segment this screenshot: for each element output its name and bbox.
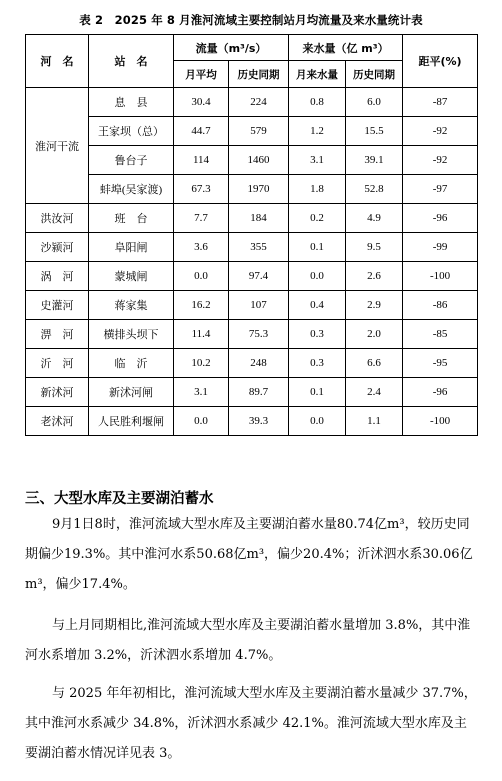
river-cell: 沙颍河 [26,233,89,262]
water-cell: 3.1 [289,146,346,175]
station-cell: 临 沂 [89,349,174,378]
station-cell: 新沭河闸 [89,378,174,407]
station-cell: 横排头坝下 [89,320,174,349]
flow-hist-cell: 89.7 [229,378,289,407]
table-row [26,349,478,378]
flow-cell: 3.6 [174,233,229,262]
flow-statistics-table [25,34,478,436]
table-row [26,88,478,117]
flow-hist-cell: 248 [229,349,289,378]
anomaly-cell: -92 [403,146,478,175]
body-paragraph: 9月1日8时，淮河流域大型水库及主要湖泊蓄水量80.74亿m³，较历史同期偏少19.3%。其中淮河水系50.68亿m³，偏少20.4%；沂沭泗水系30.06亿m³，偏少17.4%。 [25,517,473,592]
station-cell: 蒋家集 [89,291,174,320]
water-hist-cell: 4.9 [346,204,403,233]
table-row [26,146,478,175]
flow-cell: 10.2 [174,349,229,378]
anomaly-cell: -100 [403,407,478,436]
table-row [26,378,478,407]
station-cell: 阜阳闸 [89,233,174,262]
water-cell: 0.1 [289,378,346,407]
flow-hist-cell: 1970 [229,175,289,204]
water-hist-cell: 9.5 [346,233,403,262]
water-cell: 1.2 [289,117,346,146]
flow-cell: 114 [174,146,229,175]
river-cell: 淮河干流 [26,88,89,204]
body-paragraph: 与上月同期相比,淮河流域大型水库及主要湖泊蓄水量增加 3.8%，其中淮河水系增加 3.2%，沂沭泗水系增加 4.7%。 [25,618,471,663]
water-cell: 0.3 [289,320,346,349]
section-heading: 三、大型水库及主要湖泊蓄水 [25,491,214,507]
water-cell: 0.1 [289,233,346,262]
water-hist-cell: 2.0 [346,320,403,349]
flow-hist-cell: 224 [229,88,289,117]
flow-hist-cell: 355 [229,233,289,262]
header-water-monthly: 月来水量 [289,61,346,88]
flow-cell: 0.0 [174,407,229,436]
header-flow: 流量（m³/s） [174,35,289,61]
station-cell: 班 台 [89,204,174,233]
header-flow-hist: 历史同期 [229,61,289,88]
anomaly-cell: -97 [403,175,478,204]
river-cell: 老沭河 [26,407,89,436]
header-river: 河 名 [26,35,89,88]
water-hist-cell: 2.9 [346,291,403,320]
table-row [26,320,478,349]
flow-cell: 30.4 [174,88,229,117]
station-cell: 王家坝（总） [89,117,174,146]
river-cell: 淠 河 [26,320,89,349]
header-flow-monthly: 月平均 [174,61,229,88]
flow-hist-cell: 97.4 [229,262,289,291]
water-hist-cell: 1.1 [346,407,403,436]
river-cell: 涡 河 [26,262,89,291]
water-hist-cell: 6.6 [346,349,403,378]
flow-cell: 16.2 [174,291,229,320]
anomaly-cell: -85 [403,320,478,349]
water-cell: 1.8 [289,175,346,204]
table-row [26,175,478,204]
station-cell: 蒙城闸 [89,262,174,291]
table-row [26,233,478,262]
body-paragraph: 与 2025 年年初相比，淮河流域大型水库及主要湖泊蓄水量减少 37.7%，其中淮河水系减少 34.8%，沂沭泗水系减少 42.1%。淮河流域大型水库及主要湖泊蓄水情况详见表 3。 [25,686,477,761]
anomaly-cell: -92 [403,117,478,146]
water-cell: 0.3 [289,349,346,378]
river-cell: 沂 河 [26,349,89,378]
river-cell: 洪汝河 [26,204,89,233]
anomaly-cell: -95 [403,349,478,378]
water-cell: 0.4 [289,291,346,320]
anomaly-cell: -96 [403,378,478,407]
river-cell: 史灌河 [26,291,89,320]
anomaly-cell: -96 [403,204,478,233]
water-hist-cell: 6.0 [346,88,403,117]
water-cell: 0.8 [289,88,346,117]
station-cell: 息 县 [89,88,174,117]
flow-cell: 7.7 [174,204,229,233]
station-cell: 蚌埠(吴家渡) [89,175,174,204]
table-row [26,262,478,291]
water-hist-cell: 52.8 [346,175,403,204]
anomaly-cell: -87 [403,88,478,117]
water-cell: 0.2 [289,204,346,233]
flow-hist-cell: 39.3 [229,407,289,436]
table-caption: 表 2 2025 年 8 月淮河流域主要控制站月均流量及来水量统计表 [79,13,423,27]
flow-hist-cell: 75.3 [229,320,289,349]
water-hist-cell: 39.1 [346,146,403,175]
water-hist-cell: 2.4 [346,378,403,407]
station-cell: 人民胜利堰闸 [89,407,174,436]
river-cell: 新沭河 [26,378,89,407]
anomaly-cell: -100 [403,262,478,291]
water-cell: 0.0 [289,262,346,291]
station-cell: 鲁台子 [89,146,174,175]
flow-cell: 0.0 [174,262,229,291]
header-station: 站 名 [89,35,174,88]
table-row [26,291,478,320]
flow-hist-cell: 184 [229,204,289,233]
water-hist-cell: 2.6 [346,262,403,291]
anomaly-cell: -99 [403,233,478,262]
flow-hist-cell: 579 [229,117,289,146]
anomaly-cell: -86 [403,291,478,320]
flow-hist-cell: 107 [229,291,289,320]
flow-cell: 44.7 [174,117,229,146]
table-row [26,204,478,233]
flow-hist-cell: 1460 [229,146,289,175]
water-hist-cell: 15.5 [346,117,403,146]
header-water: 来水量（亿 m³） [289,35,403,61]
header-anomaly: 距平(%) [403,35,478,88]
water-cell: 0.0 [289,407,346,436]
flow-cell: 11.4 [174,320,229,349]
flow-cell: 3.1 [174,378,229,407]
flow-cell: 67.3 [174,175,229,204]
table-row [26,407,478,436]
table-row [26,117,478,146]
header-water-hist: 历史同期 [346,61,403,88]
